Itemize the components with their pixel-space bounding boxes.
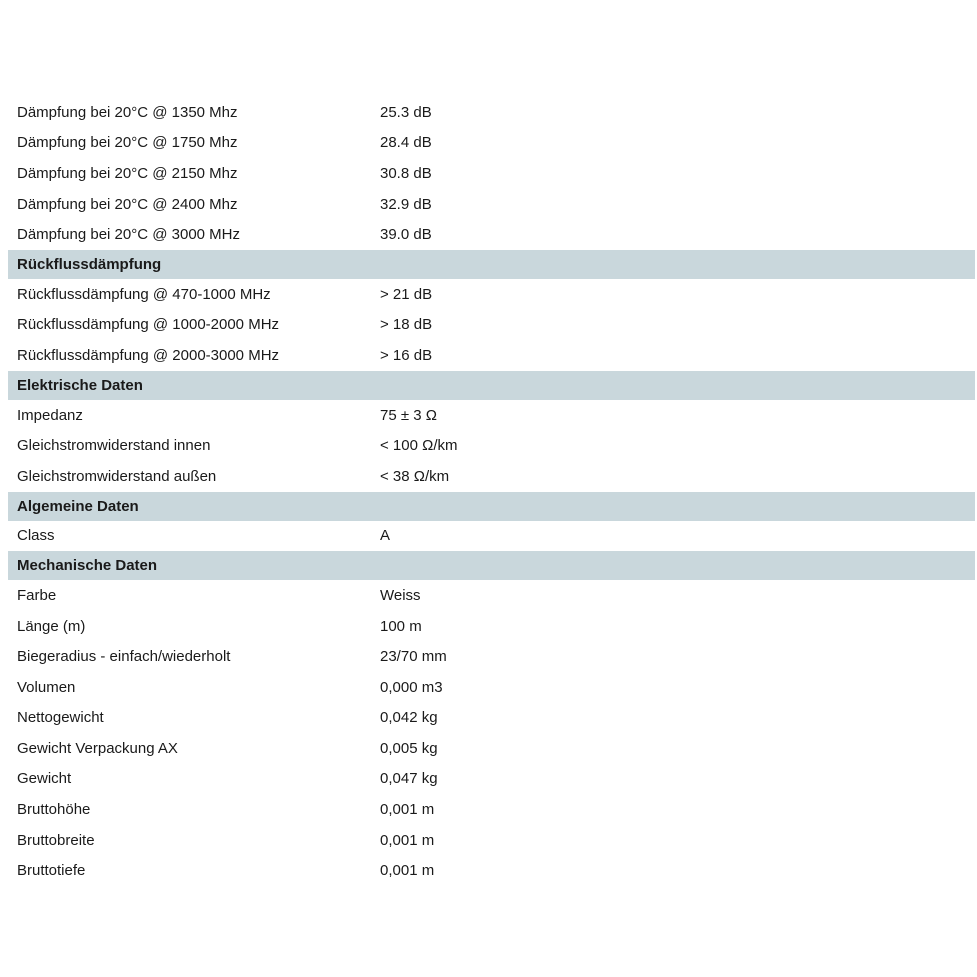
spec-value: Weiss — [380, 586, 421, 604]
spec-label: Bruttobreite — [17, 831, 95, 849]
spec-label: Rückflussdämpfung @ 470-1000 MHz — [17, 285, 271, 303]
spec-row — [8, 703, 975, 734]
spec-value: 0,001 m — [380, 831, 435, 849]
section-title: Algemeine Daten — [17, 497, 139, 515]
spec-value: 28.4 dB — [380, 134, 432, 152]
section-header — [8, 250, 975, 279]
spec-row — [8, 461, 975, 492]
spec-label: Volumen — [17, 678, 76, 696]
spec-label: Rückflussdämpfung @ 1000-2000 MHz — [17, 316, 280, 334]
spec-row — [8, 310, 975, 341]
spec-label: Rückflussdämpfung @ 2000-3000 MHz — [17, 346, 280, 364]
spec-row — [8, 764, 975, 795]
spec-row — [8, 733, 975, 764]
spec-label: Bruttotiefe — [17, 862, 86, 880]
spec-value: < 100 Ω/km — [380, 437, 458, 455]
spec-table — [8, 97, 975, 886]
spec-row — [8, 128, 975, 159]
spec-row — [8, 825, 975, 856]
spec-label: Dämpfung bei 20°C @ 1350 Mhz — [17, 103, 238, 121]
spec-value: 0,001 m — [380, 801, 435, 819]
section-header — [8, 551, 975, 580]
spec-row — [8, 521, 975, 552]
spec-value: 0,047 kg — [380, 770, 438, 788]
section-title: Mechanische Daten — [17, 557, 158, 575]
spec-label: Class — [17, 527, 55, 545]
spec-label: Gleichstromwiderstand außen — [17, 467, 217, 485]
section-header — [8, 371, 975, 400]
spec-value: 0,001 m — [380, 862, 435, 880]
spec-label: Biegeradius - einfach/wiederholt — [17, 648, 231, 666]
spec-value: 0,042 kg — [380, 709, 438, 727]
spec-value: 75 ± 3 Ω — [380, 406, 437, 424]
spec-row — [8, 855, 975, 886]
spec-row — [8, 641, 975, 672]
spec-value: 25.3 dB — [380, 103, 432, 121]
spec-label: Bruttohöhe — [17, 801, 91, 819]
spec-label: Dämpfung bei 20°C @ 2400 Mhz — [17, 195, 238, 213]
spec-label: Nettogewicht — [17, 709, 104, 727]
spec-value: 39.0 dB — [380, 226, 432, 244]
spec-row — [8, 672, 975, 703]
spec-label: Dämpfung bei 20°C @ 2150 Mhz — [17, 164, 238, 182]
spec-row — [8, 611, 975, 642]
spec-label: Gewicht Verpackung AX — [17, 739, 178, 757]
spec-value: 0,000 m3 — [380, 678, 443, 696]
spec-label: Dämpfung bei 20°C @ 1750 Mhz — [17, 134, 238, 152]
spec-value: 30.8 dB — [380, 164, 432, 182]
spec-value: > 21 dB — [380, 285, 433, 303]
spec-row — [8, 158, 975, 189]
spec-row — [8, 97, 975, 128]
spec-row — [8, 279, 975, 310]
spec-value: 0,005 kg — [380, 739, 438, 757]
spec-label: Dämpfung bei 20°C @ 3000 MHz — [17, 226, 241, 244]
section-title: Rückflussdämpfung — [17, 255, 162, 273]
spec-value: > 16 dB — [380, 346, 433, 364]
spec-row — [8, 400, 975, 431]
spec-label: Gewicht — [17, 770, 72, 788]
spec-row — [8, 794, 975, 825]
spec-value: 100 m — [380, 617, 422, 635]
spec-label: Gleichstromwiderstand innen — [17, 437, 211, 455]
spec-label: Impedanz — [17, 406, 83, 424]
spec-label: Farbe — [17, 586, 57, 604]
spec-row — [8, 340, 975, 371]
spec-row — [8, 580, 975, 611]
spec-row — [8, 219, 975, 250]
section-title: Elektrische Daten — [17, 376, 143, 394]
section-header — [8, 492, 975, 521]
spec-value: > 18 dB — [380, 316, 433, 334]
spec-value: 32.9 dB — [380, 195, 432, 213]
spec-row — [8, 189, 975, 220]
spec-value: < 38 Ω/km — [380, 467, 450, 485]
spec-row — [8, 430, 975, 461]
spec-value: 23/70 mm — [380, 648, 447, 666]
spec-label: Länge (m) — [17, 617, 86, 635]
spec-value: A — [380, 527, 391, 545]
